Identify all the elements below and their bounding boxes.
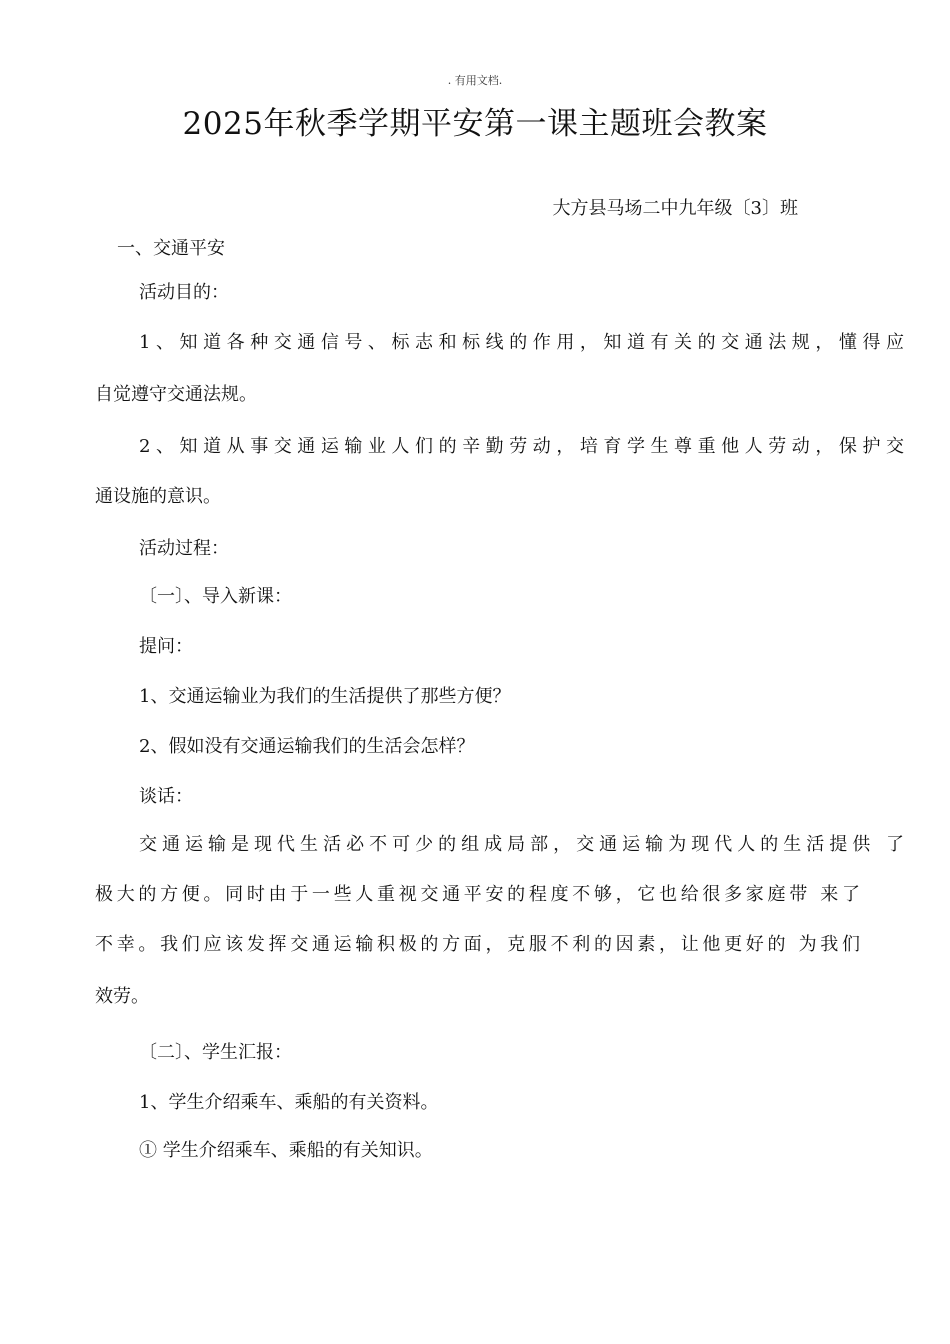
paragraph-line: 交通运输是现代生活必不可少的组成局部，交通运输为现代人的生活提供 了 (139, 834, 904, 855)
paragraph-line: 活动过程： (139, 538, 229, 559)
paragraph-line: 极大的方便。同时由于一些人重视交通平安的程度不够，它也给很多家庭带 来了 (95, 884, 860, 905)
paragraph-line: 通设施的意识。 (95, 486, 221, 507)
school-class-label: 大方县马场二中九年级〔3〕班 (552, 198, 798, 219)
section-heading-traffic-safety: 一、交通平安 (117, 238, 225, 259)
paragraph-line: ① 学生介绍乘车、乘船的有关知识。 (139, 1140, 433, 1161)
paragraph-line: 1、知道各种交通信号、标志和标线的作用，知道有关的交通法规，懂得应 (139, 332, 904, 353)
paragraph-line: 自觉遵守交通法规。 (95, 384, 257, 405)
paragraph-line: 不幸。我们应该发挥交通运输积极的方面，克服不利的因素，让他更好的 为我们 (95, 934, 860, 955)
paragraph-line: 2、知道从事交通运输业人们的辛勤劳动，培育学生尊重他人劳动，保护交 (139, 436, 904, 457)
paragraph-line: 〔一〕、导入新课： (139, 586, 292, 607)
paragraph-line: 提问： (139, 636, 193, 657)
paragraph-line: 2、假如没有交通运输我们的生活会怎样？ (139, 736, 475, 757)
header-note: . 有用文档. (447, 74, 503, 87)
paragraph-line: 〔二〕、学生汇报： (139, 1042, 292, 1063)
page-title: 2025年秋季学期平安第一课主题班会教案 (182, 106, 768, 142)
paragraph-line: 活动目的： (139, 282, 229, 303)
paragraph-line: 1、学生介绍乘车、乘船的有关资料。 (139, 1092, 439, 1113)
paragraph-line: 效劳。 (95, 986, 149, 1007)
paragraph-line: 谈话： (139, 786, 193, 807)
paragraph-line: 1、交通运输业为我们的生活提供了那些方便？ (139, 686, 511, 707)
